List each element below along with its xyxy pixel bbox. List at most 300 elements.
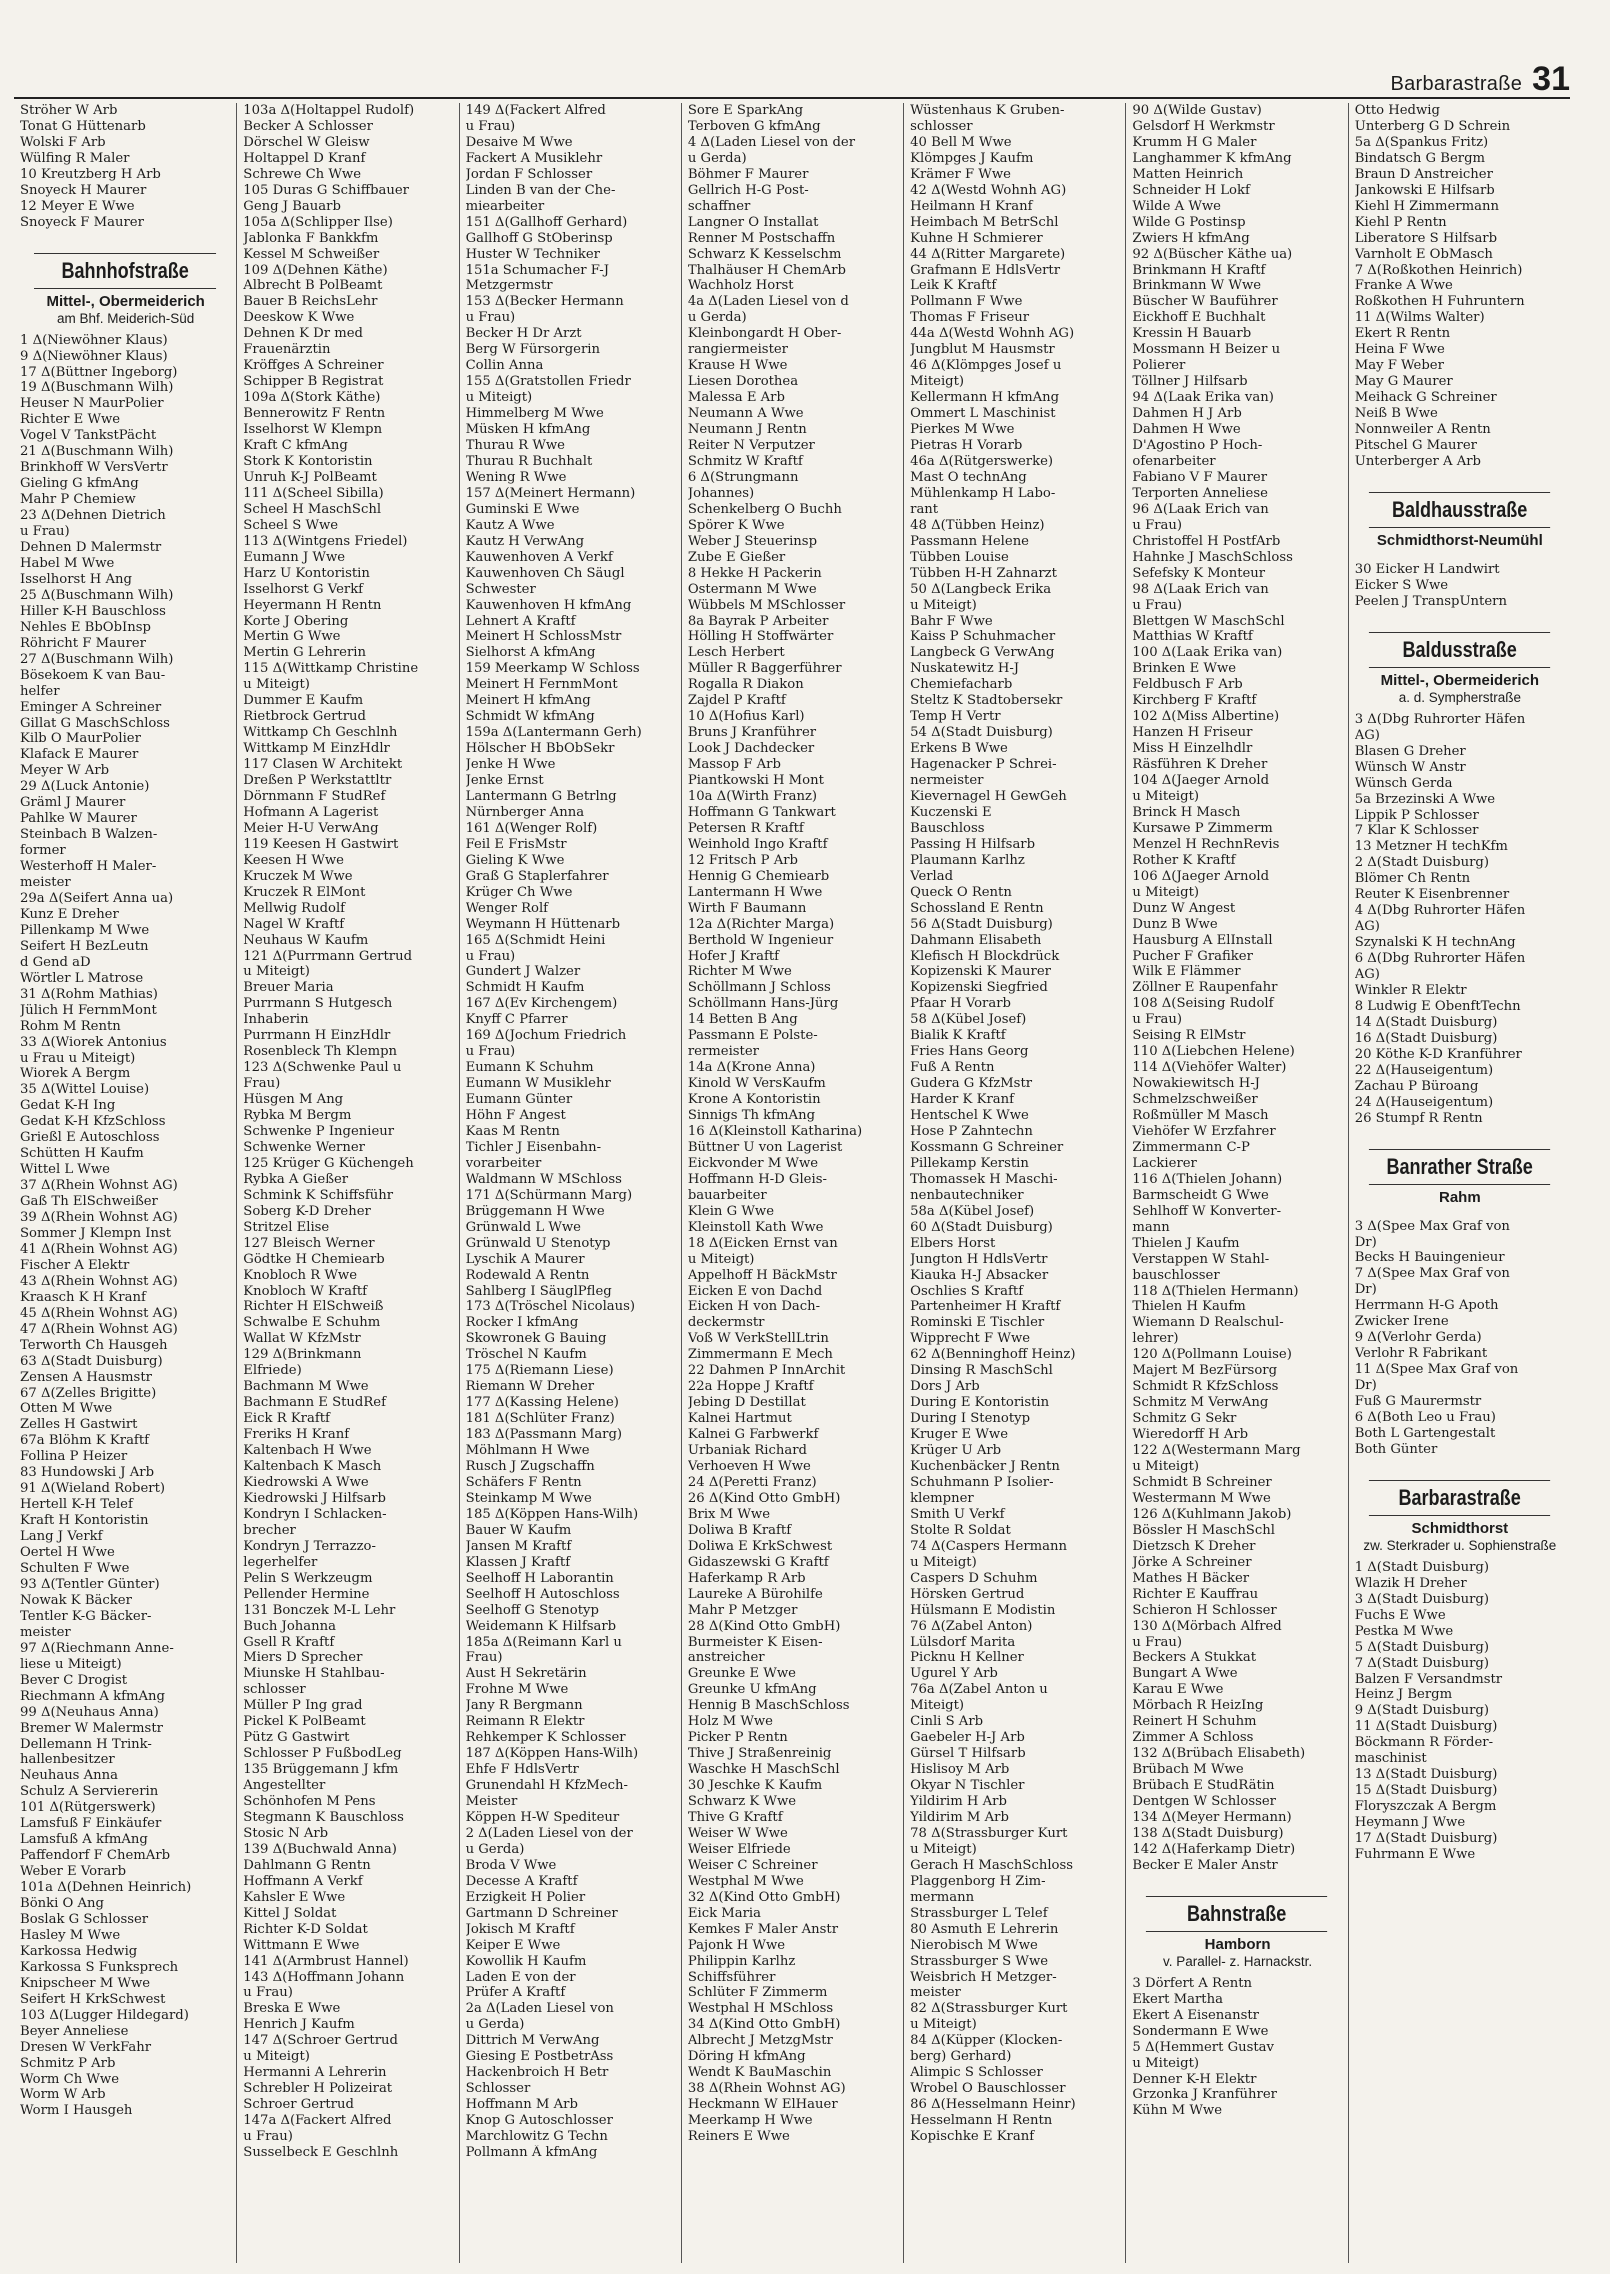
directory-entry: Eick Maria	[687, 1905, 762, 1921]
directory-entry: u Gerda)	[465, 1841, 525, 1857]
directory-entry: Kiehl H Zimmermann	[1354, 198, 1500, 214]
directory-entry: Verstappen W Stahl-	[1132, 1251, 1270, 1267]
directory-entry: 183 Δ(Passmann Marg)	[465, 1427, 623, 1443]
directory-entry: 31 Δ(Rohm Mathias)	[20, 986, 158, 1002]
directory-entry: Hoffmann G Tankwart	[687, 804, 836, 820]
directory-entry: 24 Δ(Peretti Franz)	[687, 1474, 817, 1490]
directory-entry: 76 Δ(Zabel Anton)	[910, 1618, 1033, 1634]
directory-entry: u Miteigt)	[910, 2017, 977, 2033]
directory-entry: Schäfers F Rentn	[465, 1474, 582, 1490]
directory-entry: Bahr F Wwe	[910, 613, 993, 629]
directory-entry: 6 Δ(Dbg Ruhrorter Häfen	[1354, 951, 1526, 967]
directory-entry: Pestka M Wwe	[1354, 1623, 1454, 1639]
directory-entry: maschinist	[1354, 1751, 1427, 1767]
directory-entry: Grünwald L Wwe	[465, 1219, 581, 1235]
directory-entry: 56 Δ(Stadt Duisburg)	[910, 916, 1053, 932]
directory-entry: 101a Δ(Dehnen Heinrich)	[20, 1880, 192, 1896]
running-head-street: Barbarastraße	[1390, 73, 1523, 95]
directory-entry: Terboven G kfmAng	[687, 118, 821, 134]
directory-entry: Plaggenborg H Zim-	[910, 1873, 1046, 1889]
directory-entry: Wlazik H Dreher	[1354, 1575, 1467, 1591]
directory-entry: Wüstenhaus K Gruben-	[910, 103, 1065, 118]
directory-entry: 106 Δ(Jaeger Arnold	[1132, 868, 1270, 884]
directory-entry: Fischer A Elektr	[20, 1257, 130, 1273]
directory-entry: Jenke Ernst	[465, 773, 544, 789]
directory-entry: klempner	[910, 1490, 974, 1506]
directory-entry: 6 Δ(Strungmann	[687, 469, 799, 485]
directory-entry: Zwicker Irene	[1354, 1314, 1449, 1330]
directory-entry: Tröschel N Kaufm	[465, 1347, 587, 1363]
street-heading: Bahnstraße	[1146, 1896, 1327, 1932]
directory-entry: Fackert A Musiklehr	[465, 150, 603, 166]
directory-entry: 126 Δ(Kuhlmann Jakob)	[1132, 1506, 1292, 1522]
directory-entry: Eick R Kraftf	[243, 1411, 330, 1427]
directory-entry: Vogel V TankstPächt	[20, 428, 157, 444]
directory-entry: Linden B van der Che-	[465, 182, 616, 198]
directory-entry: helfer	[20, 683, 60, 699]
directory-entry: Metzgermstr	[465, 278, 553, 294]
directory-entry: Rominski E Tischler	[910, 1315, 1045, 1331]
directory-entry: Kossmann G Schreiner	[910, 1139, 1064, 1155]
directory-entry: Tichler J Eisenbahn-	[465, 1139, 602, 1155]
column-7	[1348, 103, 1570, 2263]
directory-entry: Kalnei Hartmut	[687, 1411, 792, 1427]
directory-entry: Spörer K Wwe	[687, 517, 785, 533]
directory-entry: 21 Δ(Buschmann Wilh)	[20, 444, 174, 460]
directory-entry: 169 Δ(Jochum Friedrich	[465, 1028, 627, 1044]
directory-entry: 22a Hoppe J Kraftf	[687, 1379, 814, 1395]
directory-entry: Doliwa E KrkSchwest	[687, 1538, 833, 1554]
directory-entry: Wörtler L Matrose	[20, 970, 144, 986]
directory-entry: 101 Δ(Rütgerswerk)	[20, 1800, 156, 1816]
directory-entry: Westphal H MSchloss	[687, 2001, 834, 2017]
directory-entry: Kauwenhoven H kfmAng	[465, 597, 632, 613]
district-label: Mittel-, Obermeiderich	[1380, 671, 1540, 689]
directory-entry: Wirth F Baumann	[687, 900, 807, 916]
directory-entry: Waldmann W MSchloss	[465, 1171, 622, 1187]
directory-entry: Nierobisch M Wwe	[910, 1937, 1038, 1953]
directory-entry: Eumann J Wwe	[243, 549, 346, 565]
directory-entry: Schmidt B Schreiner	[1132, 1474, 1272, 1490]
directory-entry: 78 Δ(Strassburger Kurt	[910, 1825, 1068, 1841]
directory-entry: Both Günter	[1354, 1441, 1438, 1457]
directory-entry: 15 Δ(Stadt Duisburg)	[1354, 1783, 1498, 1799]
directory-entry: Schrewe Ch Wwe	[243, 166, 362, 182]
directory-entry: Langhammer K kfmAng	[1132, 150, 1292, 166]
directory-entry: Verlohr R Fabrikant	[1354, 1346, 1488, 1362]
directory-entry: Schlosser	[465, 2081, 531, 2097]
directory-entry: 92 Δ(Büscher Käthe ua)	[1132, 246, 1293, 262]
directory-entry: 175 Δ(Riemann Liese)	[465, 1363, 614, 1379]
directory-entry: Aust H Sekretärin	[465, 1666, 587, 1682]
directory-entry: 3 Δ(Dbg Ruhrorter Häfen	[1354, 711, 1526, 727]
directory-entry: 37 Δ(Rhein Wohnst AG)	[20, 1178, 178, 1194]
directory-entry: vorarbeiter	[465, 1155, 542, 1171]
directory-entry: Buch Johanna	[243, 1618, 336, 1634]
directory-entry: Jansen M Kraftf	[465, 1538, 572, 1554]
directory-entry: 12a Δ(Richter Marga)	[687, 916, 835, 932]
directory-entry: 9 Δ(Verlohr Gerda)	[1354, 1330, 1482, 1346]
directory-entry: Purrmann S Hutgesch	[243, 996, 393, 1012]
directory-entry: Sefefsky K Monteur	[1132, 565, 1266, 581]
directory-entry: Stosic N Arb	[243, 1825, 329, 1841]
directory-entry: 96 Δ(Laak Erich van	[1132, 501, 1269, 517]
directory-entry: Dehnen D Malermstr	[20, 540, 162, 556]
directory-entry: Sehlhoff W Konverter-	[1132, 1203, 1282, 1219]
directory-entry: Müller P Ing grad	[243, 1698, 363, 1714]
directory-entry: Dummer E Kaufm	[243, 693, 364, 709]
street-heading: Baldhausstraße	[1369, 492, 1550, 528]
directory-entry: Ehfe F HdlsVertr	[465, 1762, 579, 1778]
directory-entry: Büscher W Bauführer	[1132, 294, 1278, 310]
directory-entry: 13 Δ(Stadt Duisburg)	[1354, 1767, 1498, 1783]
directory-entry: 5a Brzezinski A Wwe	[1354, 791, 1496, 807]
directory-entry: u Gerda)	[465, 2017, 525, 2033]
directory-entry: Purrmann H EinzHdlr	[243, 1028, 391, 1044]
directory-entry: Kleinbongardt H Ober-	[687, 326, 842, 342]
directory-entry: 3 Δ(Stadt Duisburg)	[1354, 1591, 1489, 1607]
directory-entry: u Frau)	[465, 1044, 516, 1060]
directory-entry: Dahlmann G Rentn	[243, 1857, 371, 1873]
directory-entry: Klassen J Kraftf	[465, 1554, 571, 1570]
directory-entry: 22 Δ(Hauseigentum)	[1354, 1062, 1494, 1078]
directory-entry: 47 Δ(Rhein Wohnst AG)	[20, 1321, 178, 1337]
directory-entry: Blasen G Dreher	[1354, 743, 1466, 759]
directory-entry: u Frau)	[243, 1985, 293, 2001]
district-label: Hamborn	[1204, 1935, 1271, 1953]
directory-entry: 173 Δ(Tröschel Nicolaus)	[465, 1299, 636, 1315]
directory-entry: Strassburger S Wwe	[910, 1953, 1049, 1969]
directory-entry: Philippin Karlhz	[687, 1953, 796, 1969]
directory-entry: Klein G Wwe	[687, 1203, 774, 1219]
directory-entry: Wünsch W Anstr	[1354, 759, 1466, 775]
directory-entry: Räsführen K Dreher	[1132, 757, 1268, 773]
directory-entry: Schmidt H Kaufm	[465, 980, 585, 996]
directory-entry: Isselhorst G Verkf	[243, 581, 364, 597]
directory-entry: 108 Δ(Seising Rudolf	[1132, 996, 1274, 1012]
directory-entry: Fuhrmann E Wwe	[1354, 1847, 1476, 1863]
directory-entry: Miteigt)	[910, 1698, 965, 1714]
directory-entry: Bruns J Kranführer	[687, 725, 817, 741]
directory-entry: Jebing D Destillat	[687, 1395, 806, 1411]
directory-entry: Gaebeler H-J Arb	[910, 1730, 1025, 1746]
directory-entry: Becker E Maler Anstr	[1132, 1857, 1278, 1873]
directory-entry: 103 Δ(Lugger Hildegard)	[20, 2007, 189, 2023]
directory-entry: ofenarbeiter	[1132, 453, 1216, 469]
district-label: Rahm	[1439, 1188, 1481, 1206]
directory-entry: Kopischke E Kranf	[910, 2129, 1035, 2145]
directory-entry: Lamsfuß F Einkäufer	[20, 1816, 162, 1832]
directory-entry: Hose P Zahntechn	[910, 1124, 1033, 1139]
directory-entry: Polierer	[1132, 358, 1186, 374]
directory-entry: Bennerowitz F Rentn	[243, 406, 386, 422]
directory-entry: Kopizenski Siegfried	[910, 980, 1048, 996]
directory-entry: former	[20, 843, 66, 859]
directory-entry: May G Maurer	[1354, 374, 1453, 390]
directory-entry: Huster W Techniker	[465, 246, 600, 262]
directory-entry: Schulten F Wwe	[20, 1561, 130, 1577]
directory-entry: Kievernagel H GewGeh	[910, 788, 1067, 804]
directory-entry: Schönhofen M Pens	[243, 1794, 376, 1810]
directory-entry: 8a Bayrak P Arbeiter	[687, 613, 829, 629]
directory-entry: nermeister	[910, 773, 984, 789]
directory-entry: Scheel H MaschSchl	[243, 501, 382, 517]
directory-entry: legerhelfer	[243, 1554, 318, 1570]
directory-entry: Dahmen H Wwe	[1132, 422, 1241, 438]
directory-entry: Frau)	[243, 1076, 281, 1092]
directory-entry: Erkens B Wwe	[910, 741, 1008, 757]
directory-entry: u Miteigt)	[243, 964, 310, 980]
directory-entry: Dunz B Wwe	[1132, 916, 1218, 932]
directory-entry: Schmitz G Sekr	[1132, 1411, 1237, 1427]
directory-entry: Yildirim M Arb	[910, 1809, 1009, 1825]
directory-entry: Broda V Wwe	[465, 1857, 557, 1873]
directory-entry: Lantermann G Betrlng	[465, 788, 617, 804]
directory-entry: Kauwenhoven Ch Säugl	[465, 565, 625, 581]
directory-entry: Hentschel K Wwe	[910, 1108, 1029, 1124]
directory-entry: 105 Duras G Schiffbauer	[243, 182, 409, 198]
directory-entry: 63 Δ(Stadt Duisburg)	[20, 1353, 163, 1369]
directory-entry: Knop G Autoschlosser	[465, 2113, 613, 2129]
street-location-note: a. d. Sympherstraße	[1398, 689, 1521, 705]
directory-entry: Weisbrich H Metzger-	[910, 1969, 1057, 1985]
directory-entry: Wening R Wwe	[465, 469, 567, 485]
directory-entry: 159 Meerkamp W Schloss	[465, 661, 640, 677]
directory-entry: Partenheimer H Kraftf	[910, 1299, 1061, 1315]
directory-entry: Collin Anna	[465, 358, 544, 374]
directory-entry: 17 Δ(Büttner Ingeborg)	[20, 364, 178, 380]
directory-entry: Matten Heinrich	[1132, 166, 1244, 182]
header-rule	[14, 97, 1570, 99]
directory-entry: 147 Δ(Schroer Gertrud	[243, 2033, 398, 2049]
directory-entry: Krumm H G Maler	[1132, 134, 1257, 150]
directory-entry: Desaive M Wwe	[465, 134, 573, 150]
directory-entry: Hüsgen M Ang	[243, 1092, 344, 1108]
directory-entry: Krämer F Wwe	[910, 166, 1011, 182]
directory-entry: Becker H Dr Arzt	[465, 326, 582, 342]
directory-entry: 84 Δ(Küpper (Klocken-	[910, 2033, 1063, 2049]
directory-entry: 30 Eicker H Landwirt	[1354, 561, 1500, 577]
directory-entry: Kessel M Schweißer	[243, 246, 380, 262]
directory-entry: Schöllmann Hans-Jürg	[687, 996, 839, 1012]
directory-entry: 141 Δ(Armbrust Hannel)	[243, 1953, 409, 1969]
directory-entry: meister	[20, 1624, 71, 1640]
directory-entry: Worm I Hausgeh	[20, 2103, 133, 2119]
directory-entry: Terporten Anneliese	[1132, 485, 1268, 501]
directory-entry: Peelen J TranspUntern	[1354, 593, 1507, 609]
directory-entry: Johannes)	[687, 485, 755, 501]
directory-entry: Nuskatewitz H-J	[910, 661, 1020, 677]
directory-entry: u Frau u Miteigt)	[20, 1050, 136, 1066]
directory-entry: Thalhäuser H ChemArb	[687, 262, 846, 278]
directory-entry: Schlüter F Zimmerm	[687, 1985, 828, 2001]
directory-entry: u Gerda)	[687, 150, 747, 166]
directory-entry: 26 Δ(Kind Otto GmbH)	[687, 1490, 841, 1506]
directory-entry: Langbeck G VerwAng	[910, 645, 1055, 661]
directory-entry: Schlosser P FußbodLeg	[243, 1746, 402, 1762]
directory-entry: Ugurel Y Arb	[910, 1666, 998, 1682]
directory-entry: 138 Δ(Stadt Duisburg)	[1132, 1825, 1284, 1841]
directory-entry: u Miteigt)	[910, 597, 977, 613]
directory-entry: Brinkhoff W VersVertr	[20, 460, 168, 476]
directory-entry: Hülsmann E Modistin	[910, 1602, 1056, 1618]
directory-entry: Dreßen P Werkstattltr	[243, 773, 392, 789]
directory-entry: Weiser Elfriede	[687, 1841, 791, 1857]
directory-entry: 54 Δ(Stadt Duisburg)	[910, 725, 1053, 741]
directory-entry: Bialik K Kraftf	[910, 1028, 1006, 1044]
directory-entry: Kunz E Dreher	[20, 906, 119, 922]
directory-entry: Dentgen W Schlosser	[1132, 1794, 1276, 1810]
directory-entry: 135 Brüggemann J kfm	[243, 1762, 399, 1778]
directory-entry: Heyermann H Rentn	[243, 597, 382, 613]
directory-entry: 127 Bleisch Werner	[243, 1235, 375, 1251]
directory-entry: Fries Hans Georg	[910, 1044, 1029, 1060]
directory-entry: Greunke U kfmAng	[687, 1682, 817, 1698]
directory-entry: Verlad	[910, 868, 954, 884]
directory-entry: 142 Δ(Haferkamp Dietr)	[1132, 1841, 1296, 1857]
directory-entry: rangiermeister	[687, 342, 788, 358]
directory-entry: Lülsdorf Marita	[910, 1634, 1016, 1650]
directory-entry: Look J Dachdecker	[687, 741, 815, 757]
directory-entry: Kautz A Wwe	[465, 517, 555, 533]
directory-entry: Plaumann Karlhz	[910, 852, 1025, 868]
directory-entry: 45 Δ(Rhein Wohnst AG)	[20, 1305, 178, 1321]
directory-entry: Kiedrowski J Hilfsarb	[243, 1490, 386, 1506]
directory-entry: 97 Δ(Riechmann Anne-	[20, 1640, 174, 1656]
directory-entry: Marchlowitz G Techn	[465, 2129, 608, 2145]
directory-entry: Sielhorst A kfmAng	[465, 645, 596, 661]
directory-entry: Knipscheer M Wwe	[20, 1975, 151, 1991]
directory-entry: Cinli S Arb	[910, 1714, 984, 1730]
directory-entry: u Miteigt)	[243, 2049, 310, 2065]
directory-entry: Freriks H Kranf	[243, 1427, 350, 1443]
directory-entry: Lackierer	[1132, 1155, 1197, 1171]
directory-entry: Bachmann M Wwe	[243, 1379, 369, 1395]
street-heading: Bahnhofstraße	[34, 253, 216, 289]
directory-entry: 153 Δ(Becker Hermann	[465, 294, 624, 310]
directory-entry: 116 Δ(Thielen Johann)	[1132, 1171, 1283, 1187]
directory-entry: Pollmann F Wwe	[910, 294, 1023, 310]
directory-entry: Heilmann H Kranf	[910, 198, 1033, 214]
directory-entry: Feil E FrisMstr	[465, 836, 567, 852]
directory-entry: Gidaszewski G Kraftf	[687, 1554, 829, 1570]
directory-entry: Schwalbe E Schuhm	[243, 1315, 381, 1331]
directory-entry: Christoffel H PostfArb	[1132, 533, 1281, 549]
directory-entry: Schneider H Lokf	[1132, 182, 1250, 198]
directory-entry: Picker P Rentn	[687, 1730, 788, 1746]
directory-entry: Thive J Straßenreinig	[687, 1746, 832, 1762]
directory-entry: Passmann Helene	[910, 533, 1029, 549]
directory-entry: Eickvonder M Wwe	[687, 1155, 819, 1171]
directory-entry: 3 Dörfert A Rentn	[1132, 1975, 1253, 1991]
directory-entry: Wrobel O Bauschlosser	[910, 2081, 1066, 2097]
directory-entry: 123 Δ(Schwenke Paul u	[243, 1060, 402, 1076]
directory-entry: Hislisoy M Arb	[910, 1762, 1010, 1778]
directory-entry: Pellender Hermine	[243, 1586, 370, 1602]
directory-entry: Kraft C kfmAng	[243, 438, 348, 454]
directory-entry: 39 Δ(Rhein Wohnst AG)	[20, 1210, 178, 1226]
directory-entry: Schütten H Kaufm	[20, 1146, 144, 1162]
directory-entry: Wittel L Wwe	[20, 1162, 110, 1178]
directory-entry: 159a Δ(Lantermann Gerh)	[465, 725, 642, 741]
directory-entry: Wilk E Flämmer	[1132, 964, 1241, 980]
directory-entry: Gsell R Kraftf	[243, 1634, 335, 1650]
directory-entry: 5a Δ(Spankus Fritz)	[1354, 134, 1489, 150]
directory-entry: Weidemann K Hilfsarb	[465, 1618, 617, 1634]
directory-entry: Hiller K-H Bauschloss	[20, 603, 166, 619]
directory-entry: bauarbeiter	[687, 1187, 767, 1203]
directory-entry: Jülich H FernmMont	[20, 1002, 157, 1018]
directory-entry: Weiser C Schreiner	[687, 1857, 818, 1873]
directory-entry: Bever C Drogist	[20, 1672, 128, 1688]
directory-entry: u Frau)	[1132, 517, 1183, 533]
directory-entry: Wübbels M MSchlosser	[687, 597, 846, 613]
directory-entry: Jablonka F Bankkfm	[243, 230, 379, 246]
directory-entry: Brübach M Wwe	[1132, 1762, 1244, 1778]
directory-entry: Gieling K Wwe	[465, 852, 565, 868]
directory-entry: Gillat G MaschSchloss	[20, 715, 170, 731]
directory-entry: 11 Δ(Stadt Duisburg)	[1354, 1719, 1498, 1735]
directory-entry: Hörsken Gertrud	[910, 1586, 1025, 1602]
directory-entry: Petersen R Kraftf	[687, 820, 804, 836]
directory-entry: 83 Hundowski J Arb	[20, 1465, 155, 1481]
directory-entry: Meyer W Arb	[20, 763, 110, 779]
directory-entry: Blömer Ch Rentn	[1354, 871, 1471, 887]
directory-entry: 5 Δ(Stadt Duisburg)	[1354, 1639, 1489, 1655]
directory-entry: Bösekoem K van Bau-	[20, 667, 166, 683]
directory-entry: Seelhoff H Laborantin	[465, 1570, 614, 1586]
directory-entry: Harder K Kranf	[910, 1092, 1014, 1108]
directory-entry: Isselhorst W Klempn	[243, 422, 383, 438]
directory-entry: 7 Δ(Stadt Duisburg)	[1354, 1655, 1489, 1671]
directory-entry: Dahmen H J Arb	[1132, 406, 1242, 422]
directory-entry: Kiauka H-J Absacker	[910, 1267, 1049, 1283]
directory-entry: Gräml J Maurer	[20, 795, 126, 811]
directory-entry: Richter E Wwe	[20, 412, 121, 428]
directory-entry: Beyer Anneliese	[20, 2023, 129, 2039]
directory-entry: Kirchberg F Kraftf	[1132, 693, 1257, 709]
directory-entry: meister	[20, 875, 71, 891]
directory-entry: 50 Δ(Langbeck Erika	[910, 581, 1052, 597]
directory-entry: Wittkamp M EinzHdlr	[243, 741, 390, 757]
directory-entry: Mathes H Bäcker	[1132, 1570, 1250, 1586]
directory-entry: miearbeiter	[465, 198, 545, 214]
directory-entry: Verhoeven H Wwe	[687, 1459, 811, 1475]
directory-entry: Meihack G Schreiner	[1354, 390, 1497, 406]
directory-entry: 16 Δ(Stadt Duisburg)	[1354, 1030, 1498, 1046]
directory-entry: Meinert H SchlossMstr	[465, 629, 622, 645]
directory-entry: Frauenärztin	[243, 342, 331, 358]
directory-entry: Wenger Rolf	[465, 900, 549, 916]
directory-entry: 118 Δ(Thielen Hermann)	[1132, 1283, 1299, 1299]
street-heading: Barbarastraße	[1369, 1480, 1550, 1516]
directory-entry: u Frau)	[465, 118, 516, 134]
directory-entry: 149 Δ(Fackert Alfred	[465, 103, 606, 118]
directory-entry: Menzel H RechnRevis	[1132, 836, 1280, 852]
directory-entry: Harz U Kontoristin	[243, 565, 370, 581]
district-label: Schmidthorst-Neumühl	[1376, 531, 1543, 549]
directory-entry: Boslak G Schlosser	[20, 1911, 149, 1927]
directory-entry: 181 Δ(Schlüter Franz)	[465, 1411, 615, 1427]
directory-entry: Krüger Ch Wwe	[465, 884, 573, 900]
directory-entry: Wallat W KfzMstr	[243, 1331, 361, 1347]
directory-entry: Dors J Arb	[910, 1379, 980, 1395]
directory-entry: Varnholt E ObMasch	[1354, 246, 1493, 262]
directory-entry: Kemkes F Maler Anstr	[687, 1921, 839, 1937]
directory-entry: Laden E von der	[465, 1969, 576, 1985]
directory-entry: 110 Δ(Liebchen Helene)	[1132, 1044, 1295, 1060]
directory-entry: Dehnen K Dr med	[243, 326, 363, 342]
